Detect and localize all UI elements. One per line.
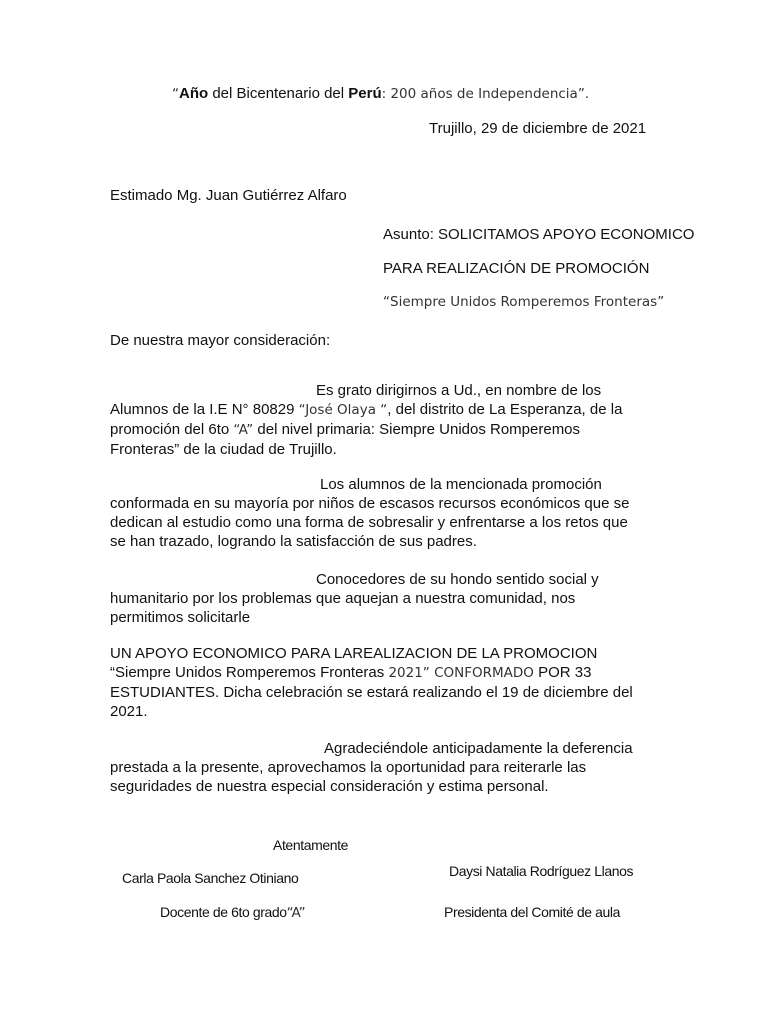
signer-left-role [160,903,305,923]
p2-line-2: conformada en su mayoría por niños de escasos recursos económicos que se [110,495,630,512]
p2-line-1: Los alumnos de la mencionada promoción [320,476,602,493]
p4-l2-c: POR 33 [533,664,592,681]
p4-line-1: UN APOYO ECONOMICO PARA LAREALIZACION DE LA PROMOCION [110,645,598,662]
p4-line-4: 2021. [110,703,148,720]
greeting: Estimado Mg. Juan Gutiérrez Alfaro [110,187,347,204]
motto-mid: del Bicentenario del [208,85,349,102]
motto-rest: : 200 años de Independencia”. [381,86,590,102]
p1-line-1: Es grato dirigirnos a Ud., en nombre de los [316,382,602,399]
p1-line-4: Fronteras” de la ciudad de Trujillo. [110,441,337,458]
year-motto [172,84,589,104]
signer-left-role-text: Docente de 6to grado [160,904,287,920]
p1-l3-section: “A” [233,422,254,438]
closing: Atentamente [273,837,348,853]
p1-l3-c: del nivel primaria: Siempre Unidos Romperemos [253,421,581,438]
paragraph-1 [110,381,670,459]
signer-left-role-section: “A” [286,905,306,921]
signer-right-name: Daysi Natalia Rodríguez Llanos [449,863,634,879]
p1-line-3 [110,420,670,440]
motto-open-quote: “ [172,86,179,102]
p2-line-4: se han trazado, logrando la satisfacción de sus padres. [110,533,477,550]
p1-l2-c: , del distrito de La Esperanza, de la [387,401,623,418]
p1-l2-a: Alumnos de la I.E N° 80829 [110,401,299,418]
p4-line-3: ESTUDIANTES. Dicha celebración se estará realizando el 19 de diciembre del [110,684,633,701]
p4-l2-a: “Siempre Unidos Romperemos Fronteras [110,664,389,681]
p3-line-2: humanitario por los problemas que aquejan a nuestra comunidad, nos [110,590,576,607]
p5-line-3: seguridades de nuestra especial consideración y estima personal. [110,778,549,795]
p2-line-3: dedican al estudio como una forma de sobresalir y enfrentarse a los retos que [110,514,628,531]
subject-line-1: Asunto: SOLICITAMOS APOYO ECONOMICO [383,226,695,243]
p1-l2-school-name: “José Olaya “ [298,402,388,418]
p1-l3-a: promoción del 6to [110,421,234,438]
salutation: De nuestra mayor consideración: [110,332,331,349]
signer-left-name: Carla Paola Sanchez Otiniano [122,870,299,886]
subject-line-2: PARA REALIZACIÓN DE PROMOCIÓN [383,260,650,277]
p4-l2-year-conformado: 2021” CONFORMADO [388,665,534,681]
paragraph-5 [110,739,670,796]
p3-line-1: Conocedores de su hondo sentido social y [316,571,599,588]
paragraph-2 [110,475,670,551]
motto-ano: Año [179,85,209,102]
p5-line-2: prestada a la presente, aprovechamos la oportunidad para reiterarle las [110,759,587,776]
subject-line-3: “Siempre Unidos Romperemos Fronteras” [383,294,665,310]
p3-line-3: permitimos solicitarle [110,609,251,626]
paragraph-3 [110,570,670,627]
p4-line-2 [110,663,670,683]
letter-date: Trujillo, 29 de diciembre de 2021 [429,120,647,137]
paragraph-4 [110,644,670,721]
p1-line-2 [110,400,670,420]
p5-line-1: Agradeciéndole anticipadamente la deferencia [324,740,633,757]
signer-right-role: Presidenta del Comité de aula [444,904,620,920]
motto-peru: Perú [348,85,382,102]
